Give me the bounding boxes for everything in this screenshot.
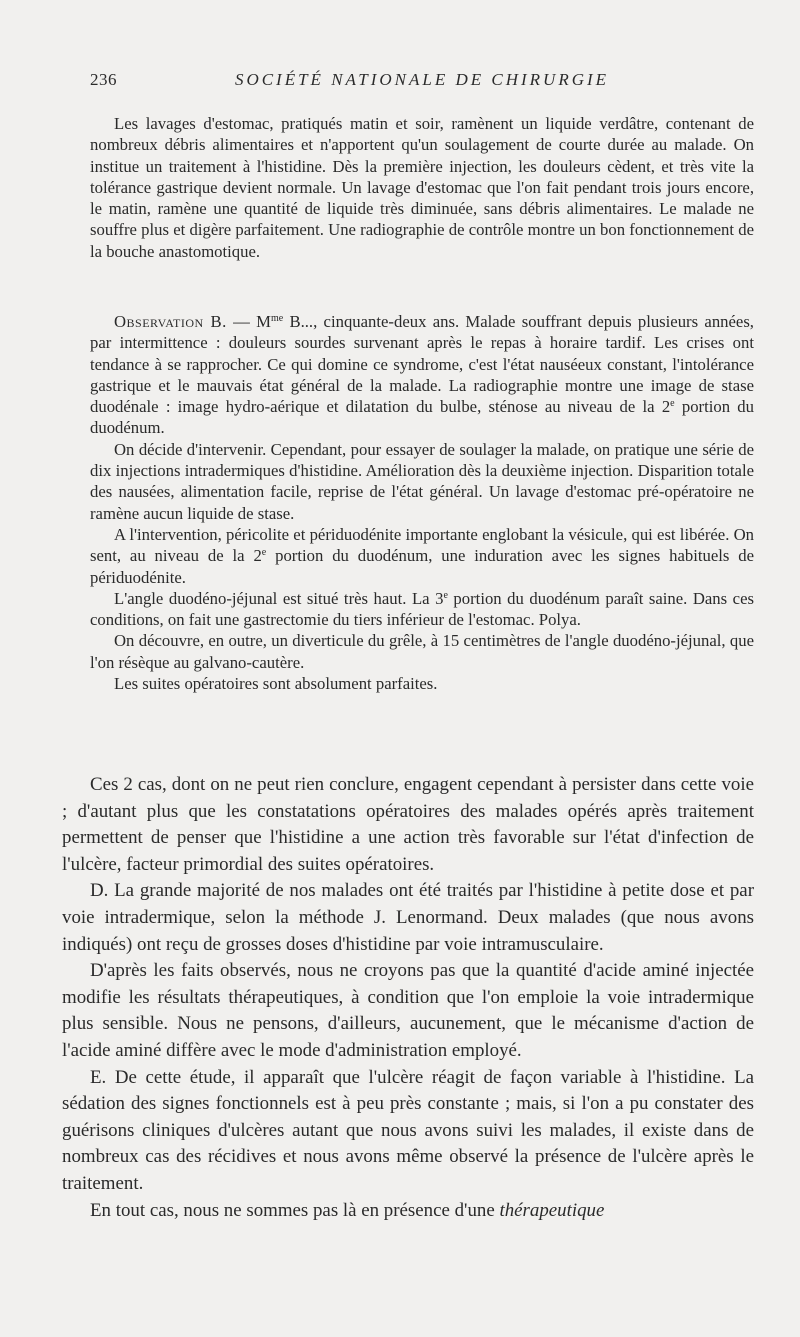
paragraph: L'angle duodéno-jéjunal est situé très haut. La 3e portion du duodénum paraît saine. Dans ces conditions, on fait une gastrectomie du tiers inférieur de l'estomac. Polya. xyxy=(90,588,754,630)
paragraph: Ces 2 cas, dont on ne peut rien conclure, engagent cependant à persister dans cette voie ; d'autant plus que les constatations opératoires des malades opérés après traitement permettent de penser que l'histidine a une action très favorable sur l'état d'infection de l'ulcère, facteur primordial des suites opératoires. xyxy=(62,774,754,875)
italic-word: thérapeutique xyxy=(499,1199,605,1221)
case-a-continuation xyxy=(90,113,754,262)
paragraph-d: D. La grande majorité de nos malades ont été traités par l'histidine à petite dose et par voie intradermique, selon la méthode J. Lenormand. Deux malades (que nous avons indiqués) ont reçu de grosses doses d'histidine par voie intramusculaire. xyxy=(62,880,754,955)
running-title: SOCIÉTÉ NATIONALE DE CHIRURGIE xyxy=(234,70,610,89)
paragraph: On décide d'intervenir. Cependant, pour essayer de soulager la malade, on pratique une série de dix injections intradermiques d'histidine. Amélioration dès la deuxième injection. Disparition totale des nausées, alimentation facile, reprise de l'état général. Un lavage d'estomac pré-opératoire ne ramène aucun liquide de stase. xyxy=(90,439,754,523)
paragraph: D'après les faits observés, nous ne croyons pas que la quantité d'acide aminé injectée modifie les résultats thérapeutiques, à condition que l'on emploie la voie intradermique plus sensible. Nous ne pensons, d'ailleurs, aucunement, que le mécanisme d'action de l'acide aminé diffère avec le mode d'administration employé. xyxy=(62,960,754,1061)
paragraph: En tout cas, nous ne sommes pas là en présence d'une thérapeutique xyxy=(90,1199,605,1221)
page-header xyxy=(90,70,754,96)
observation-label: Observation B. xyxy=(114,312,227,331)
paragraph-e: E. De cette étude, il apparaît que l'ulcère réagit de façon variable à l'histidine. La sédation des signes fonctionnels est à peu près constante ; mais, si l'on a pu constater des guérisons cliniques d'ulcères autant que nous avons suivi les malades, il existe dans de nombreux cas des récidives et nous avons même observé la présence de l'ulcère après le traitement. xyxy=(62,1066,754,1194)
paragraph: Les suites opératoires sont absolument parfaites. xyxy=(114,674,438,694)
page-number: 236 xyxy=(90,70,117,89)
paragraph: On découvre, en outre, un diverticule du grêle, à 15 centimètres de l'angle duodéno-jéjunal, que l'on résèque au galvano-cautère. xyxy=(90,631,754,672)
paragraph: Les lavages d'estomac, pratiqués matin et soir, ramènent un liquide verdâtre, contenant de nombreux débris alimentaires et n'apportent qu'un soulagement de courte durée au malade. On institue un traitement à l'histidine. Dès la première injection, les douleurs cèdent, et très vite la tolérance gastrique devient normale. Un lavage d'estomac que l'on fait pendant trois jours encore, le matin, ramène une quantité de liquide très diminuée, sans débris alimentaires. Le malade ne souffre plus et digère parfaitement. Une radiographie de contrôle montre un bon fonctionnement de la bouche anastomotique. xyxy=(90,114,754,261)
observation-b-intro: Observation B. — $M^{me}$ B..., cinquante-deux ans. Malade souffrant depuis plusieurs années, par intermittence : douleurs sourdes survenant après le repas à horaire tardif. Les crises ont tendance à se rapprocher. Ce qui domine ce syndrome, c'est l'état nauséeux constant, l'intolérance gastrique et le mauvais état général de la malade. La radiographie montre une image de stase duodénale : image hydro-aérique et dilatation du bulbe, sténose au niveau de la 2e portion du duodénum. xyxy=(90,312,754,438)
paragraph: A l'intervention, péricolite et périduodénite importante englobant la vésicule, qui est libérée. On sent, au niveau de la 2e portion du duodénum, une induration avec les signes habituels de périduodénite. xyxy=(90,524,754,587)
observation-b xyxy=(90,311,754,694)
main-text xyxy=(62,772,754,1224)
